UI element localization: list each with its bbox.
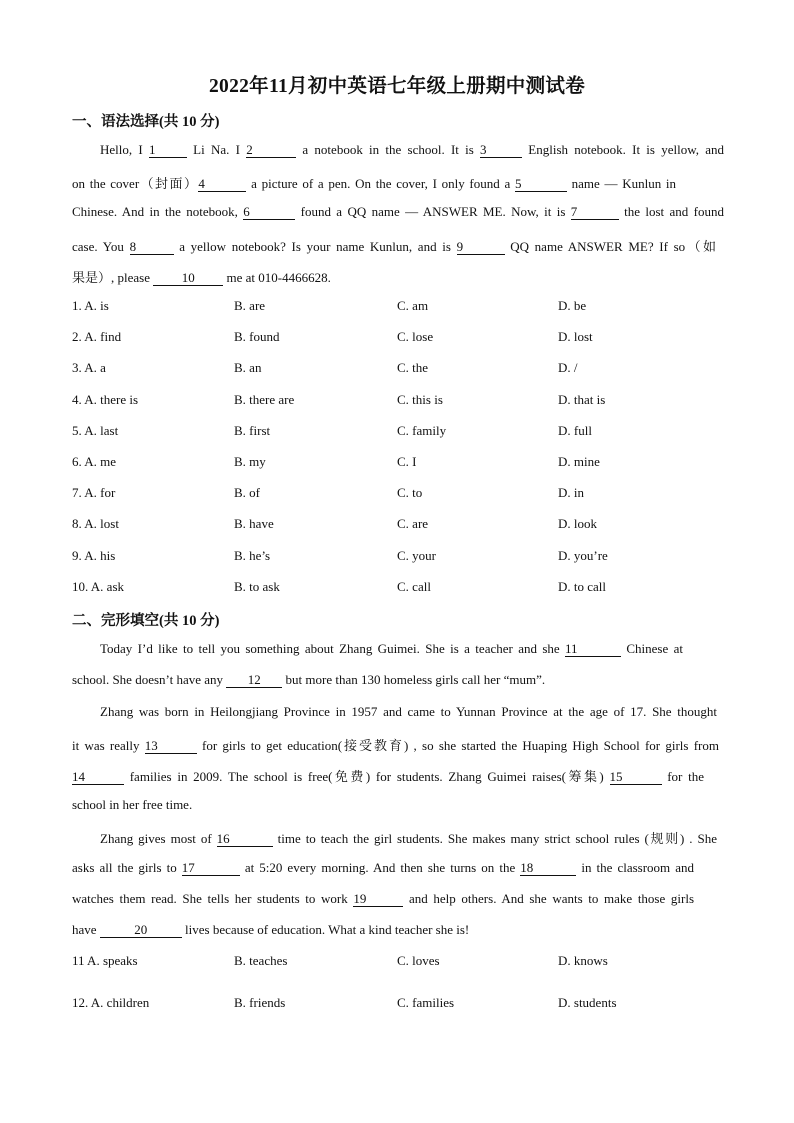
question-stem[interactable]: 9. A. his: [72, 548, 116, 563]
option-c[interactable]: C. families: [397, 995, 455, 1010]
question-row-8: [72, 516, 724, 532]
blank-13[interactable]: 13: [145, 739, 197, 754]
blank-7[interactable]: 7: [571, 205, 619, 220]
question-stem[interactable]: 1. A. is: [72, 298, 109, 313]
option-d[interactable]: D. look: [558, 516, 597, 531]
question-row-2: [72, 329, 724, 345]
passage-1-line-4: case. You 8 a yellow notebook? Is your name Kunlun, and is 9 QQ name ANSWER ME? If so（如: [72, 239, 716, 254]
passage-2-p3-line-3: watches them read. She tells her students to work 19 and help others. And she wants to make those girls: [72, 891, 694, 906]
blank-19[interactable]: 19: [353, 892, 403, 907]
option-c[interactable]: C. am: [397, 298, 429, 313]
blank-11[interactable]: 11: [565, 642, 621, 657]
question-row-1: [72, 298, 724, 314]
passage-2-p2-line-1: Zhang was born in Heilongjiang Province in 1957 and came to Yunnan Province at the age of 17. She thought: [100, 704, 717, 719]
option-b[interactable]: B. my: [234, 454, 266, 469]
option-d[interactable]: D. in: [558, 485, 584, 500]
blank-10[interactable]: 10: [153, 271, 223, 286]
option-d[interactable]: D. knows: [558, 953, 608, 968]
option-c[interactable]: C. family: [397, 423, 447, 438]
passage-2-p2-line-3: 14 families in 2009. The school is free(免费) for students. Zhang Guimei raises(筹集) 15 for the: [72, 769, 704, 784]
question-stem[interactable]: 7. A. for: [72, 485, 116, 500]
option-c[interactable]: C. loves: [397, 953, 440, 968]
passage-1-line-2: on the cover（封面）4 a picture of a pen. On the cover, I only found a 5 name — Kunlun in: [72, 176, 677, 191]
question-stem[interactable]: 3. A. a: [72, 360, 106, 375]
blank-9[interactable]: 9: [457, 240, 505, 255]
option-b[interactable]: B. there are: [234, 392, 295, 407]
question-stem[interactable]: 6. A. me: [72, 454, 117, 469]
question-row-5: [72, 423, 724, 439]
question-row-10: [72, 579, 724, 595]
passage-2-p3-line-2: asks all the girls to 17 at 5:20 every morning. And then she turns on the 18 in the classroom and: [72, 860, 694, 875]
passage-1-line-3: Chinese. And in the notebook, 6 found a QQ name — ANSWER ME. Now, it is 7 the lost and found: [72, 204, 724, 219]
option-b[interactable]: B. teaches: [234, 953, 288, 968]
question-row-4: [72, 392, 724, 408]
option-b[interactable]: B. to ask: [234, 579, 280, 594]
option-d[interactable]: D. lost: [558, 329, 593, 344]
option-b[interactable]: B. of: [234, 485, 260, 500]
option-c[interactable]: C. the: [397, 360, 429, 375]
option-c[interactable]: C. I: [397, 454, 417, 469]
blank-1[interactable]: 1: [149, 143, 187, 158]
option-d[interactable]: D. you’re: [558, 548, 608, 563]
question-stem[interactable]: 8. A. lost: [72, 516, 119, 531]
option-d[interactable]: D. that is: [558, 392, 606, 407]
option-d[interactable]: D. full: [558, 423, 592, 438]
blank-6[interactable]: 6: [243, 205, 295, 220]
blank-20[interactable]: 20: [100, 923, 182, 938]
section-1-heading: 一、语法选择(共 10 分): [72, 114, 220, 130]
question-stem[interactable]: 12. A. children: [72, 995, 150, 1010]
passage-1-line-5: 果是）, please 10 me at 010-4466628.: [72, 270, 331, 285]
blank-16[interactable]: 16: [217, 832, 273, 847]
option-d[interactable]: D. to call: [558, 579, 607, 594]
option-b[interactable]: B. friends: [234, 995, 286, 1010]
page-title: 2022年11月初中英语七年级上册期中测试卷: [208, 76, 586, 97]
blank-15[interactable]: 15: [610, 770, 662, 785]
option-b[interactable]: B. have: [234, 516, 274, 531]
option-d[interactable]: D. students: [558, 995, 617, 1010]
blank-12[interactable]: 12: [226, 673, 282, 688]
option-b[interactable]: B. found: [234, 329, 280, 344]
section-2-heading: 二、完形填空(共 10 分): [72, 613, 220, 629]
question-row-6: [72, 454, 724, 470]
option-c[interactable]: C. lose: [397, 329, 434, 344]
blank-2[interactable]: 2: [246, 143, 296, 158]
question-stem[interactable]: 5. A. last: [72, 423, 119, 438]
blank-4[interactable]: 4: [198, 177, 246, 192]
option-c[interactable]: C. your: [397, 548, 436, 563]
option-c[interactable]: C. this is: [397, 392, 443, 407]
blank-18[interactable]: 18: [520, 861, 576, 876]
option-d[interactable]: D. be: [558, 298, 587, 313]
option-b[interactable]: B. first: [234, 423, 271, 438]
question-row-3: [72, 360, 724, 376]
question-stem[interactable]: 10. A. ask: [72, 579, 124, 594]
blank-17[interactable]: 17: [182, 861, 240, 876]
passage-2-p3-line-4: have 20 lives because of education. What a kind teacher she is!: [72, 922, 470, 937]
passage-2-p3-line-1: Zhang gives most of 16 time to teach the girl students. She makes many strict school rules (规则) . She: [100, 831, 717, 846]
question-stem[interactable]: 4. A. there is: [72, 392, 139, 407]
passage-2-p1-line-1: Today I’d like to tell you something about Zhang Guimei. She is a teacher and she 11 Chinese at: [100, 641, 684, 656]
question-stem[interactable]: 2. A. find: [72, 329, 122, 344]
option-c[interactable]: C. to: [397, 485, 423, 500]
option-c[interactable]: C. are: [397, 516, 429, 531]
passage-2-p1-line-2: school. She doesn’t have any 12 but more than 130 homeless girls call her “mum”.: [72, 672, 546, 687]
question-stem[interactable]: 11 A. speaks: [72, 953, 138, 968]
question-row-7: [72, 485, 724, 501]
option-b[interactable]: B. an: [234, 360, 262, 375]
option-d[interactable]: D. /: [558, 360, 578, 375]
passage-1-line-1: Hello, I 1 Li Na. I 2 a notebook in the school. It is 3 English notebook. It is yellow, and: [100, 142, 724, 157]
passage-2-p2-line-4: school in her free time.: [72, 797, 193, 812]
option-b[interactable]: B. he’s: [234, 548, 271, 563]
question-row-9: [72, 548, 724, 564]
blank-3[interactable]: 3: [480, 143, 522, 158]
blank-14[interactable]: 14: [72, 770, 124, 785]
passage-2-p2-line-2: it was really 13 for girls to get education(接受教育) , so she started the Huaping High School for girls from: [72, 738, 719, 753]
question-row-11: [72, 953, 724, 969]
option-b[interactable]: B. are: [234, 298, 266, 313]
blank-5[interactable]: 5: [515, 177, 567, 192]
blank-8[interactable]: 8: [130, 240, 174, 255]
option-c[interactable]: C. call: [397, 579, 431, 594]
option-d[interactable]: D. mine: [558, 454, 600, 469]
question-row-12: [72, 995, 724, 1011]
